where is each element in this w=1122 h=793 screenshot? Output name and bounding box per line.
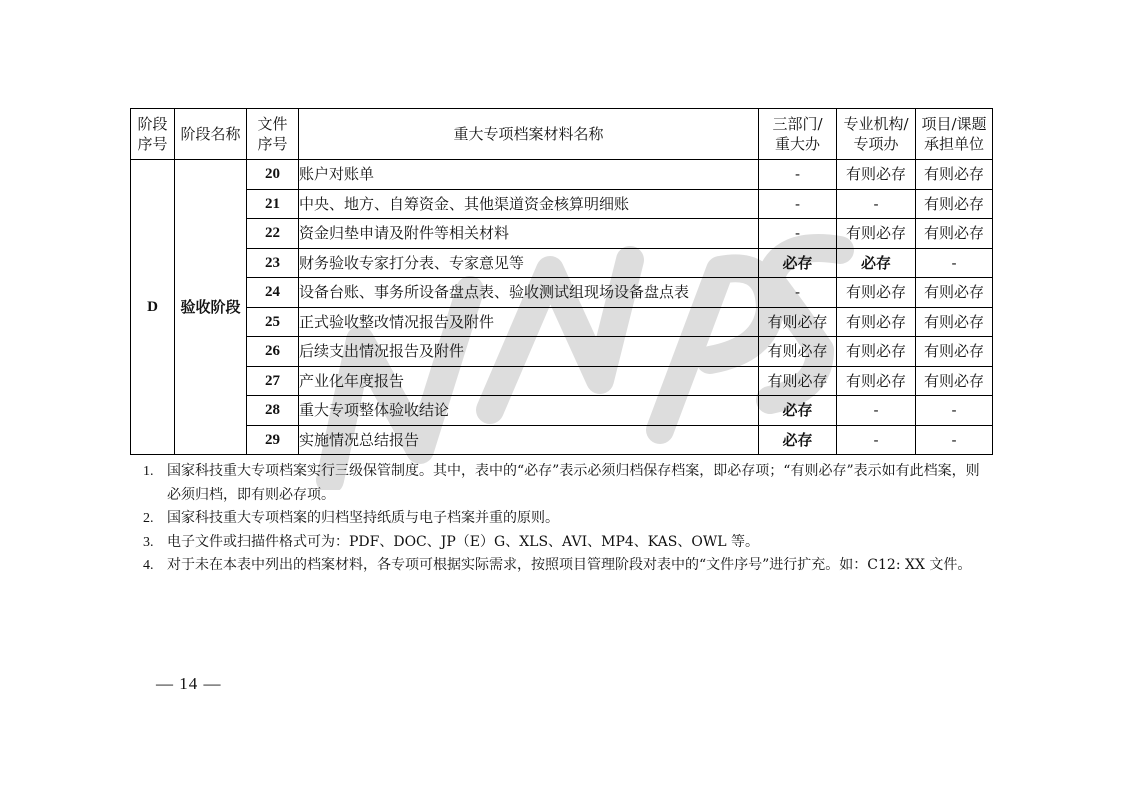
table-row [131, 337, 993, 367]
file-no-cell: 20 [247, 160, 299, 190]
table-row [131, 278, 993, 308]
note-item [143, 554, 993, 578]
agency-cell: 有则必存 [837, 160, 916, 190]
note-number: 3. [143, 534, 154, 550]
table-row [131, 189, 993, 219]
note-text: 电子文件或扫描件格式可为：PDF、DOC、JP（E）G、XLS、AVI、MP4、KAS、OWL 等。 [167, 533, 759, 550]
material-name-cell: 中央、地方、自筹资金、其他渠道资金核算明细账 [299, 189, 759, 219]
header-file-no: 文件 序号 [247, 109, 299, 160]
dept-cell: 有则必存 [759, 366, 837, 396]
unit-cell: 有则必存 [916, 219, 993, 249]
agency-cell: 有则必存 [837, 307, 916, 337]
header-agency: 专业机构/ 专项办 [837, 109, 916, 160]
dept-cell: - [759, 278, 837, 308]
file-no-cell: 23 [247, 248, 299, 278]
header-stage-name: 阶段名称 [175, 109, 247, 160]
note-text: 国家科技重大专项档案实行三级保管制度。其中，表中的“必存”表示必须归档保存档案，即必存项；“有则必存”表示如有此档案，则必须归档，即有则必存项。 [167, 463, 980, 503]
table-row [131, 248, 993, 278]
note-number: 4. [143, 558, 154, 573]
stage-code-cell: D [131, 160, 175, 455]
unit-cell: - [916, 425, 993, 455]
note-text: 对于未在本表中列出的档案材料，各专项可根据实际需求，按照项目管理阶段对表中的“文件序号”进行扩充。如：C12: XX 文件。 [167, 557, 972, 573]
material-name-cell: 实施情况总结报告 [299, 425, 759, 455]
table-row [131, 160, 993, 190]
note-number: 2. [143, 511, 154, 526]
material-name-cell: 账户对账单 [299, 160, 759, 190]
material-name-cell: 财务验收专家打分表、专家意见等 [299, 248, 759, 278]
unit-cell: 有则必存 [916, 189, 993, 219]
agency-cell: - [837, 189, 916, 219]
unit-cell: - [916, 248, 993, 278]
material-name-cell: 设备台账、事务所设备盘点表、验收测试组现场设备盘点表 [299, 278, 759, 308]
file-no-cell: 25 [247, 307, 299, 337]
file-no-cell: 22 [247, 219, 299, 249]
note-item [143, 507, 993, 531]
table-row [131, 219, 993, 249]
dept-cell: 有则必存 [759, 307, 837, 337]
note-item [143, 531, 993, 555]
agency-cell: - [837, 396, 916, 426]
dept-cell: 必存 [759, 248, 837, 278]
table-header-row [131, 109, 993, 160]
header-material-name: 重大专项档案材料名称 [299, 109, 759, 160]
notes-list [143, 460, 993, 578]
file-no-cell: 29 [247, 425, 299, 455]
table-row [131, 425, 993, 455]
archive-materials-table [130, 108, 993, 455]
agency-cell: 必存 [837, 248, 916, 278]
file-no-cell: 27 [247, 366, 299, 396]
table-row [131, 307, 993, 337]
table-row [131, 396, 993, 426]
file-no-cell: 28 [247, 396, 299, 426]
file-no-cell: 26 [247, 337, 299, 367]
file-no-cell: 21 [247, 189, 299, 219]
unit-cell: 有则必存 [916, 307, 993, 337]
unit-cell: 有则必存 [916, 366, 993, 396]
material-name-cell: 正式验收整改情况报告及附件 [299, 307, 759, 337]
agency-cell: 有则必存 [837, 278, 916, 308]
dept-cell: 有则必存 [759, 337, 837, 367]
unit-cell: - [916, 396, 993, 426]
dept-cell: - [759, 160, 837, 190]
material-name-cell: 资金归垫申请及附件等相关材料 [299, 219, 759, 249]
note-text: 国家科技重大专项档案的归档坚持纸质与电子档案并重的原则。 [167, 510, 559, 526]
header-stage-no: 阶段 序号 [131, 109, 175, 160]
header-dept: 三部门/ 重大办 [759, 109, 837, 160]
dept-cell: - [759, 189, 837, 219]
agency-cell: 有则必存 [837, 219, 916, 249]
agency-cell: 有则必存 [837, 366, 916, 396]
note-number: 1. [143, 464, 154, 479]
table-body [131, 160, 993, 455]
agency-cell: 有则必存 [837, 337, 916, 367]
material-name-cell: 产业化年度报告 [299, 366, 759, 396]
file-no-cell: 24 [247, 278, 299, 308]
unit-cell: 有则必存 [916, 337, 993, 367]
header-unit: 项目/课题 承担单位 [916, 109, 993, 160]
unit-cell: 有则必存 [916, 278, 993, 308]
note-item [143, 460, 993, 507]
dept-cell: 必存 [759, 396, 837, 426]
table-row [131, 366, 993, 396]
dept-cell: 必存 [759, 425, 837, 455]
dept-cell: - [759, 219, 837, 249]
stage-name-cell: 验收阶段 [175, 160, 247, 455]
page-number: — 14 — [156, 674, 222, 693]
material-name-cell: 后续支出情况报告及附件 [299, 337, 759, 367]
agency-cell: - [837, 425, 916, 455]
material-name-cell: 重大专项整体验收结论 [299, 396, 759, 426]
unit-cell: 有则必存 [916, 160, 993, 190]
